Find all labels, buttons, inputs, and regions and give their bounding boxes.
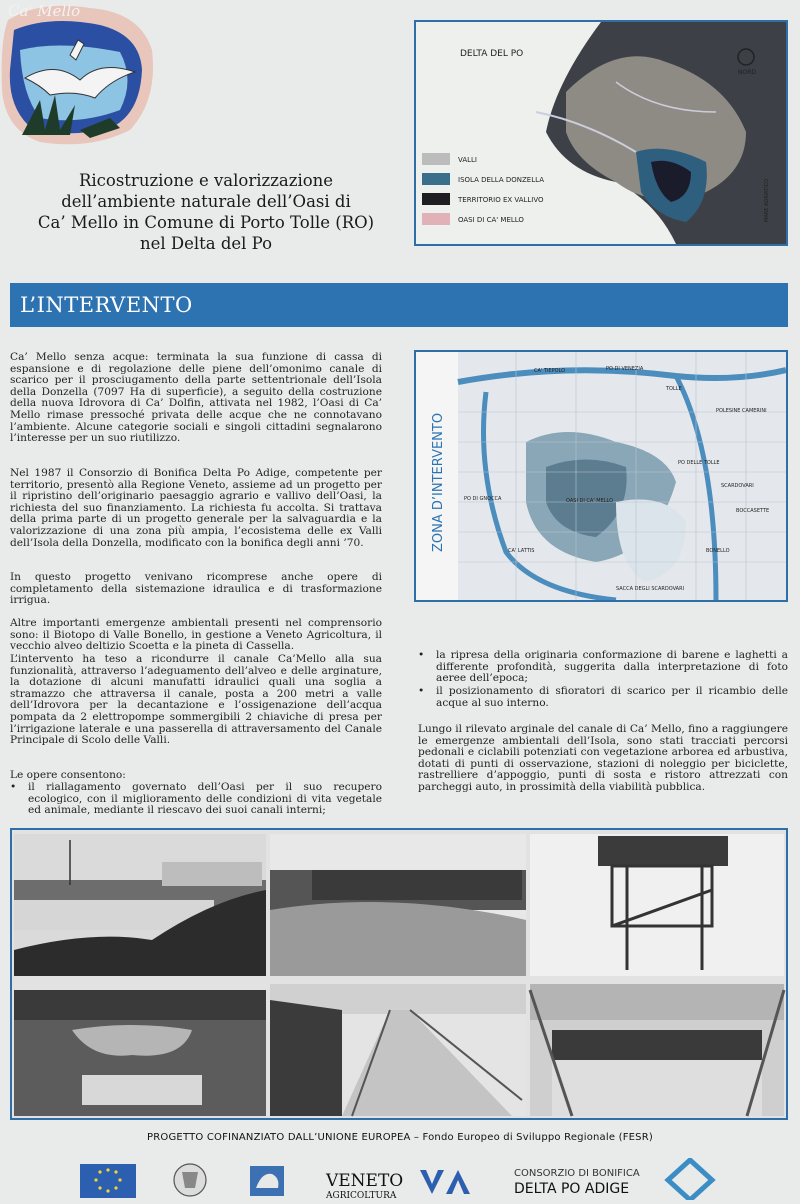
- bullet-item-1: [10, 782, 382, 817]
- zona-intervento-map: [414, 350, 788, 602]
- veneto-agricoltura-va-icon: [420, 1170, 444, 1194]
- delta-del-po-map: [414, 20, 788, 246]
- legend-oasi: OASI DI CA' MELLO: [458, 216, 524, 224]
- bullet-text-2: la ripresa della originaria conformazione di barene e laghetti a differente profondità, suggerita dalla interpretazione di foto aeree dell’epoca;: [436, 649, 788, 685]
- photo-pumping-station: [14, 834, 266, 976]
- sponsor-logos: [0, 1158, 800, 1200]
- title-line-2: dell’ambiente naturale dell’Oasi di: [61, 192, 351, 211]
- legend-swatch-vallivo: [422, 193, 450, 205]
- bullet-icon: •: [418, 649, 425, 661]
- bullet-item-3: [418, 686, 788, 709]
- title-line-4: nel Delta del Po: [139, 234, 273, 253]
- zone-label-8: CA' LATTIS: [508, 548, 535, 554]
- zone-label-1: TOLLE: [666, 386, 682, 392]
- delta-po-adige-label: DELTA PO ADIGE: [514, 1181, 630, 1197]
- legend-swatch-valli: [422, 153, 450, 165]
- photo-gallery: [10, 828, 788, 1120]
- bullet-text-3: il posizionamento di sfioratori di scarico per il ricambio delle acque al suo interno.: [436, 685, 788, 709]
- veneto-agricoltura-subtitle: AGRICOLTURA: [326, 1191, 397, 1200]
- oasi-logo: [0, 0, 158, 150]
- page-title: [0, 170, 412, 254]
- bullet-icon: •: [10, 781, 17, 793]
- photo-tower-view: [530, 984, 784, 1116]
- consorzio-diamond-icon: [668, 1160, 712, 1200]
- title-line-1: Ricostruzione e valorizzazione: [78, 171, 334, 190]
- bullet-item-2: [418, 650, 788, 685]
- legend-swatch-oasi: [422, 213, 450, 225]
- paragraph-2: Nel 1987 il Consorzio di Bonifica Delta Po Adige, competente per territorio, presentò alla Regione Veneto, assieme ad un progetto per il ripristino dell’originario paesaggio agrario e vallivo dell’Oasi, la richiesta del suo finanziamento. La richiesta fu accolta. Si trattava della prima parte di un progetto generale per la salvaguardia e la valorizzazione di una zona più ampia, l’ecosistema delle ex Valli dell’Isola della Donzella, modificato con la bonifica degli anni ’70.: [10, 467, 382, 549]
- zone-label-9: SCARDOVARI: [721, 483, 754, 489]
- legend-donzella: ISOLA DELLA DONZELLA: [458, 176, 544, 184]
- title-line-3: Ca’ Mello in Comune di Porto Tolle (RO): [37, 213, 375, 232]
- zone-label-5: PO DI GNOCCA: [464, 496, 502, 502]
- photo-canal-sluice: [270, 834, 526, 976]
- zone-label-10: BOCCASETTE: [736, 508, 770, 514]
- photo-observation-tower: [530, 834, 784, 976]
- section-title: L’INTERVENTO: [20, 293, 193, 317]
- zone-label-6: BONELLO: [706, 548, 730, 554]
- paragraph-5: L’intervento ha teso a ricondurre il canale Ca’Mello alla sua funzionalità, attraverso l’adeguamento dell’alveo e delle arginature, la dotazione di alcuni manufatti idraulici quali una soglia a stramazzo che attraversa il canale, posta a 200 metri a valle dell’Idrovora per la decantazione e l’ossigenazione dell’acqua pompata da 2 elettropompe sommergibili 2 chiaviche di presa per l’irrigazione laterale e una passerella di attraversamento del Canale Principale di Scolo delle Valli.: [10, 653, 382, 747]
- photo-wetland-pond: [14, 990, 266, 1116]
- section-header: [10, 283, 788, 327]
- map-title: DELTA DEL PO: [460, 49, 524, 59]
- zone-label-4: PO DELLE TOLLE: [678, 460, 720, 466]
- paragraph-3: In questo progetto venivano ricomprese anche opere di completamento della sistemazione idraulica e di trasformazione irrigua.: [10, 571, 382, 607]
- paragraph-7: Lungo il rilevato arginale del canale di Ca’ Mello, fino a raggiungere le emergenze ambientali dell’Isola, sono stati tracciati percorsi pedonali e ciclabili potenziati con vegetazione arborea ed arbustiva, dotati di punti di osservazione, stazioni di noleggio per biciclette, rastrelliere d’appoggio, punti di sosta e ristoro attrezzati con parcheggi auto, in prossimità della viabilità pubblica.: [418, 723, 788, 793]
- zone-label-2: CA' TIEPOLO: [534, 368, 566, 374]
- legend-swatch-donzella: [422, 173, 450, 185]
- map-north: NORD: [738, 69, 756, 76]
- cofinancing-note: PROGETTO COFINANZIATO DALL’UNIONE EUROPEA – Fondo Europeo di Sviluppo Regionale (FESR): [147, 1132, 653, 1143]
- paragraph-6: Le opere consentono:: [10, 769, 126, 781]
- legend-valli: VALLI: [458, 156, 477, 164]
- consorzio-label: CONSORZIO DI BONIFICA: [514, 1168, 640, 1179]
- zone-vertical-label: ZONA D’INTERVENTO: [431, 412, 446, 552]
- logo-text: Ca' Mello: [8, 2, 81, 20]
- zone-label-7: SACCA DEGLI SCARDOVARI: [616, 586, 685, 592]
- zone-label-3: OASI DI CA' MELLO: [566, 498, 614, 504]
- zone-label-0: PO DI VENEZIA: [606, 366, 644, 372]
- legend-vallivo: TERRITORIO EX VALLIVO: [458, 196, 544, 204]
- bullet-text-1: il riallagamento governato dell’Oasi per il suo recupero ecologico, con il miglioramento delle condizioni di vita vegetale ed animale, mediante il riescavo dei suoi canali interni;: [28, 781, 382, 817]
- paragraph-4: Altre importanti emergenze ambientali presenti nel comprensorio sono: il Biotopo di Valle Bonello, in gestione a Veneto Agricoltura, il vecchio alveo deltizio Scoetta e la pineta di Cassella.: [10, 617, 382, 653]
- paragraph-1: Ca’ Mello senza acque: terminata la sua funzione di cassa di espansione e di regolazione delle piene dell’omonimo canale di scarico per il prosciugamento della parte settentrionale dell’Isola della Donzella (7097 Ha di superficie), a seguito della costruzione della nuova Idrovora di Ca’ Dolfin, attivata nel 1982, l’Oasi di Ca’ Mello rimase pressoché privata delle acque che ne connotavano l’ambiente. Alcune categorie sociali e singoli cittadini segnalarono l’interesse per un suo riutilizzo.: [10, 351, 382, 445]
- zone-label-11: POLESINE CAMERINI: [716, 408, 767, 414]
- photo-boardwalk: [270, 984, 526, 1116]
- bullet-icon: •: [418, 685, 425, 697]
- map-sea-label: MARE ADRIATICO: [764, 178, 770, 222]
- veneto-agricoltura-title: VENETO: [326, 1171, 404, 1191]
